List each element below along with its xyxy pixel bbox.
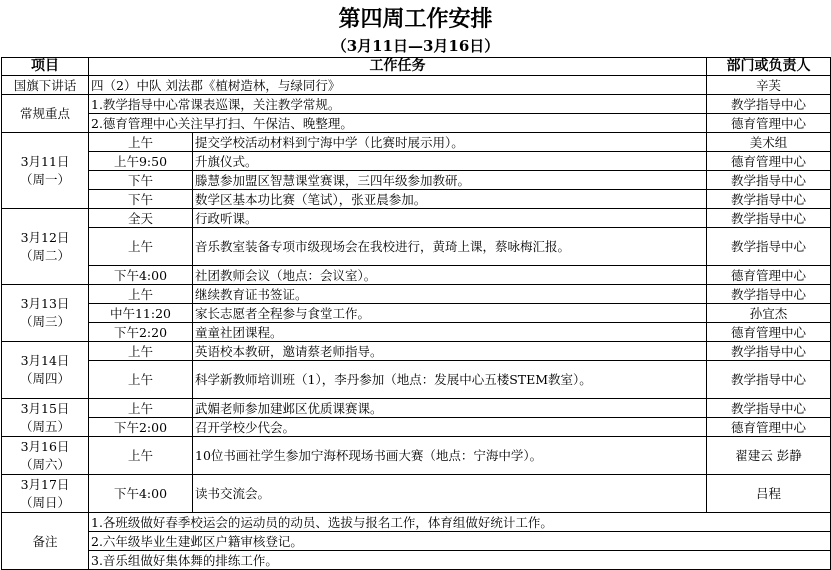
time-cell: 下午2:00 xyxy=(89,418,193,437)
time-cell: 下午4:00 xyxy=(89,266,193,285)
day-date: 3月14日 xyxy=(20,353,70,368)
schedule-row xyxy=(2,209,831,228)
schedule-row xyxy=(2,266,831,285)
task-cell: 武媚老师参加建邺区优质课赛课。 xyxy=(193,399,707,418)
header-item: 项目 xyxy=(2,58,89,76)
task-cell: 家长志愿者全程参与食堂工作。 xyxy=(193,304,707,323)
day-date: 3月16日 xyxy=(20,438,70,454)
day-cell-sun xyxy=(2,475,89,513)
day-cell-tue xyxy=(2,209,89,285)
time-cell: 上午 xyxy=(89,399,193,418)
day-weekday: （周一） xyxy=(19,171,70,187)
note-item: 3.音乐组做好集体舞的排练工作。 xyxy=(89,551,831,570)
dept-cell: 德育管理中心 xyxy=(707,152,831,171)
flag-talk-row xyxy=(2,76,831,95)
header-dept: 部门或负责人 xyxy=(707,58,831,76)
dept-cell: 教学指导中心 xyxy=(707,171,831,190)
task-cell: 召开学校少代会。 xyxy=(193,418,707,437)
time-cell: 上午 xyxy=(89,228,193,266)
time-cell: 上午9:50 xyxy=(89,152,193,171)
schedule-row xyxy=(2,171,831,190)
task-cell: 提交学校活动材料到宁海中学（比赛时展示用）。 xyxy=(193,133,707,152)
schedule-row xyxy=(2,437,831,475)
dept-cell: 翟建云 彭静 xyxy=(707,437,831,475)
time-cell: 下午2:20 xyxy=(89,323,193,342)
dept-cell: 教学指导中心 xyxy=(707,285,831,304)
task-cell: 行政听课。 xyxy=(193,209,707,228)
routine-dept: 德育管理中心 xyxy=(707,114,831,133)
task-cell: 社团教师会议（地点：会议室）。 xyxy=(193,266,707,285)
day-weekday: （周五） xyxy=(19,418,70,434)
time-cell: 下午4:00 xyxy=(89,475,193,513)
time-cell: 上午 xyxy=(89,361,193,399)
day-date: 3月12日 xyxy=(20,229,70,245)
day-weekday: （周日） xyxy=(19,494,70,510)
dept-cell: 教学指导中心 xyxy=(707,361,831,399)
day-weekday: （周二） xyxy=(19,247,70,263)
time-cell: 上午 xyxy=(89,133,193,152)
task-cell: 数学区基本功比赛（笔试），张亚晨参加。 xyxy=(193,190,707,209)
routine-dept: 教学指导中心 xyxy=(707,95,831,114)
dept-cell: 德育管理中心 xyxy=(707,266,831,285)
schedule-row xyxy=(2,285,831,304)
dept-cell: 教学指导中心 xyxy=(707,228,831,266)
day-cell-thu xyxy=(2,342,89,399)
dept-cell: 德育管理中心 xyxy=(707,418,831,437)
day-date: 3月13日 xyxy=(20,296,70,311)
dept-cell: 教学指导中心 xyxy=(707,399,831,418)
date-range-subtitle: （3月11日—3月16日） xyxy=(331,37,500,55)
schedule-row xyxy=(2,323,831,342)
time-cell: 中午11:20 xyxy=(89,304,193,323)
task-cell: 10位书画社学生参加宁海杯现场书画大赛（地点：宁海中学）。 xyxy=(193,437,707,475)
schedule-row xyxy=(2,475,831,513)
schedule-row xyxy=(2,342,831,361)
day-cell-fri xyxy=(2,399,89,437)
task-cell: 升旗仪式。 xyxy=(193,152,707,171)
flag-talk-label: 国旗下讲话 xyxy=(2,76,89,95)
day-date: 3月11日 xyxy=(20,153,70,169)
routine-row xyxy=(2,95,831,114)
task-cell: 科学新教师培训班（1），李丹参加（地点：发展中心五楼STEM教室）。 xyxy=(193,361,707,399)
notes-label: 备注 xyxy=(2,513,89,570)
time-cell: 上午 xyxy=(89,285,193,304)
schedule-row xyxy=(2,304,831,323)
header-task: 工作任务 xyxy=(89,58,707,76)
schedule-row xyxy=(2,133,831,152)
routine-task: 1.教学指导中心常课表巡课，关注教学常规。 xyxy=(89,95,707,114)
schedule-row xyxy=(2,399,831,418)
task-cell: 英语校本教研，邀请蔡老师指导。 xyxy=(193,342,707,361)
time-cell: 全天 xyxy=(89,209,193,228)
day-date: 3月15日 xyxy=(20,400,70,416)
day-cell-mon xyxy=(2,133,89,209)
schedule-row xyxy=(2,361,831,399)
schedule-row xyxy=(2,418,831,437)
day-weekday: （周六） xyxy=(19,456,70,472)
time-cell: 下午 xyxy=(89,171,193,190)
header-row xyxy=(2,58,831,76)
dept-cell: 教学指导中心 xyxy=(707,190,831,209)
schedule-table xyxy=(1,57,831,570)
day-cell-sat xyxy=(2,437,89,475)
schedule-row xyxy=(2,228,831,266)
routine-task: 2.德育管理中心关注早打扫、午保洁、晚整理。 xyxy=(89,114,707,133)
note-item: 2.六年级毕业生建邺区户籍审核登记。 xyxy=(89,532,831,551)
day-weekday: （周四） xyxy=(19,371,70,386)
day-date: 3月17日 xyxy=(20,476,70,492)
dept-cell: 孙宜杰 xyxy=(707,304,831,323)
task-cell: 继续教育证书签证。 xyxy=(193,285,707,304)
dept-cell: 教学指导中心 xyxy=(707,209,831,228)
flag-talk-dept: 辛芙 xyxy=(707,76,831,95)
schedule-row xyxy=(2,152,831,171)
notes-row xyxy=(2,551,831,570)
time-cell: 上午 xyxy=(89,437,193,475)
flag-talk-task: 四（2）中队 刘法郡《植树造林，与绿同行》 xyxy=(89,76,707,95)
time-cell: 下午 xyxy=(89,190,193,209)
dept-cell: 教学指导中心 xyxy=(707,342,831,361)
dept-cell: 德育管理中心 xyxy=(707,323,831,342)
page-title: 第四周工作安排 xyxy=(338,6,493,32)
notes-row xyxy=(2,513,831,532)
day-cell-wed xyxy=(2,285,89,342)
notes-row xyxy=(2,532,831,551)
task-cell: 读书交流会。 xyxy=(193,475,707,513)
task-cell: 滕慧参加盟区智慧课堂赛课，三四年级参加教研。 xyxy=(193,171,707,190)
dept-cell: 美术组 xyxy=(707,133,831,152)
routine-row xyxy=(2,114,831,133)
note-item: 1.各班级做好春季校运会的运动员的动员、选拔与报名工作，体育组做好统计工作。 xyxy=(89,513,831,532)
task-cell: 童童社团课程。 xyxy=(193,323,707,342)
schedule-row xyxy=(2,190,831,209)
day-weekday: （周三） xyxy=(19,314,70,329)
dept-cell: 吕程 xyxy=(707,475,831,513)
task-cell: 音乐教室装备专项市级现场会在我校进行，黄琦上课，蔡咏梅汇报。 xyxy=(193,228,707,266)
time-cell: 上午 xyxy=(89,342,193,361)
routine-label: 常规重点 xyxy=(2,95,89,133)
